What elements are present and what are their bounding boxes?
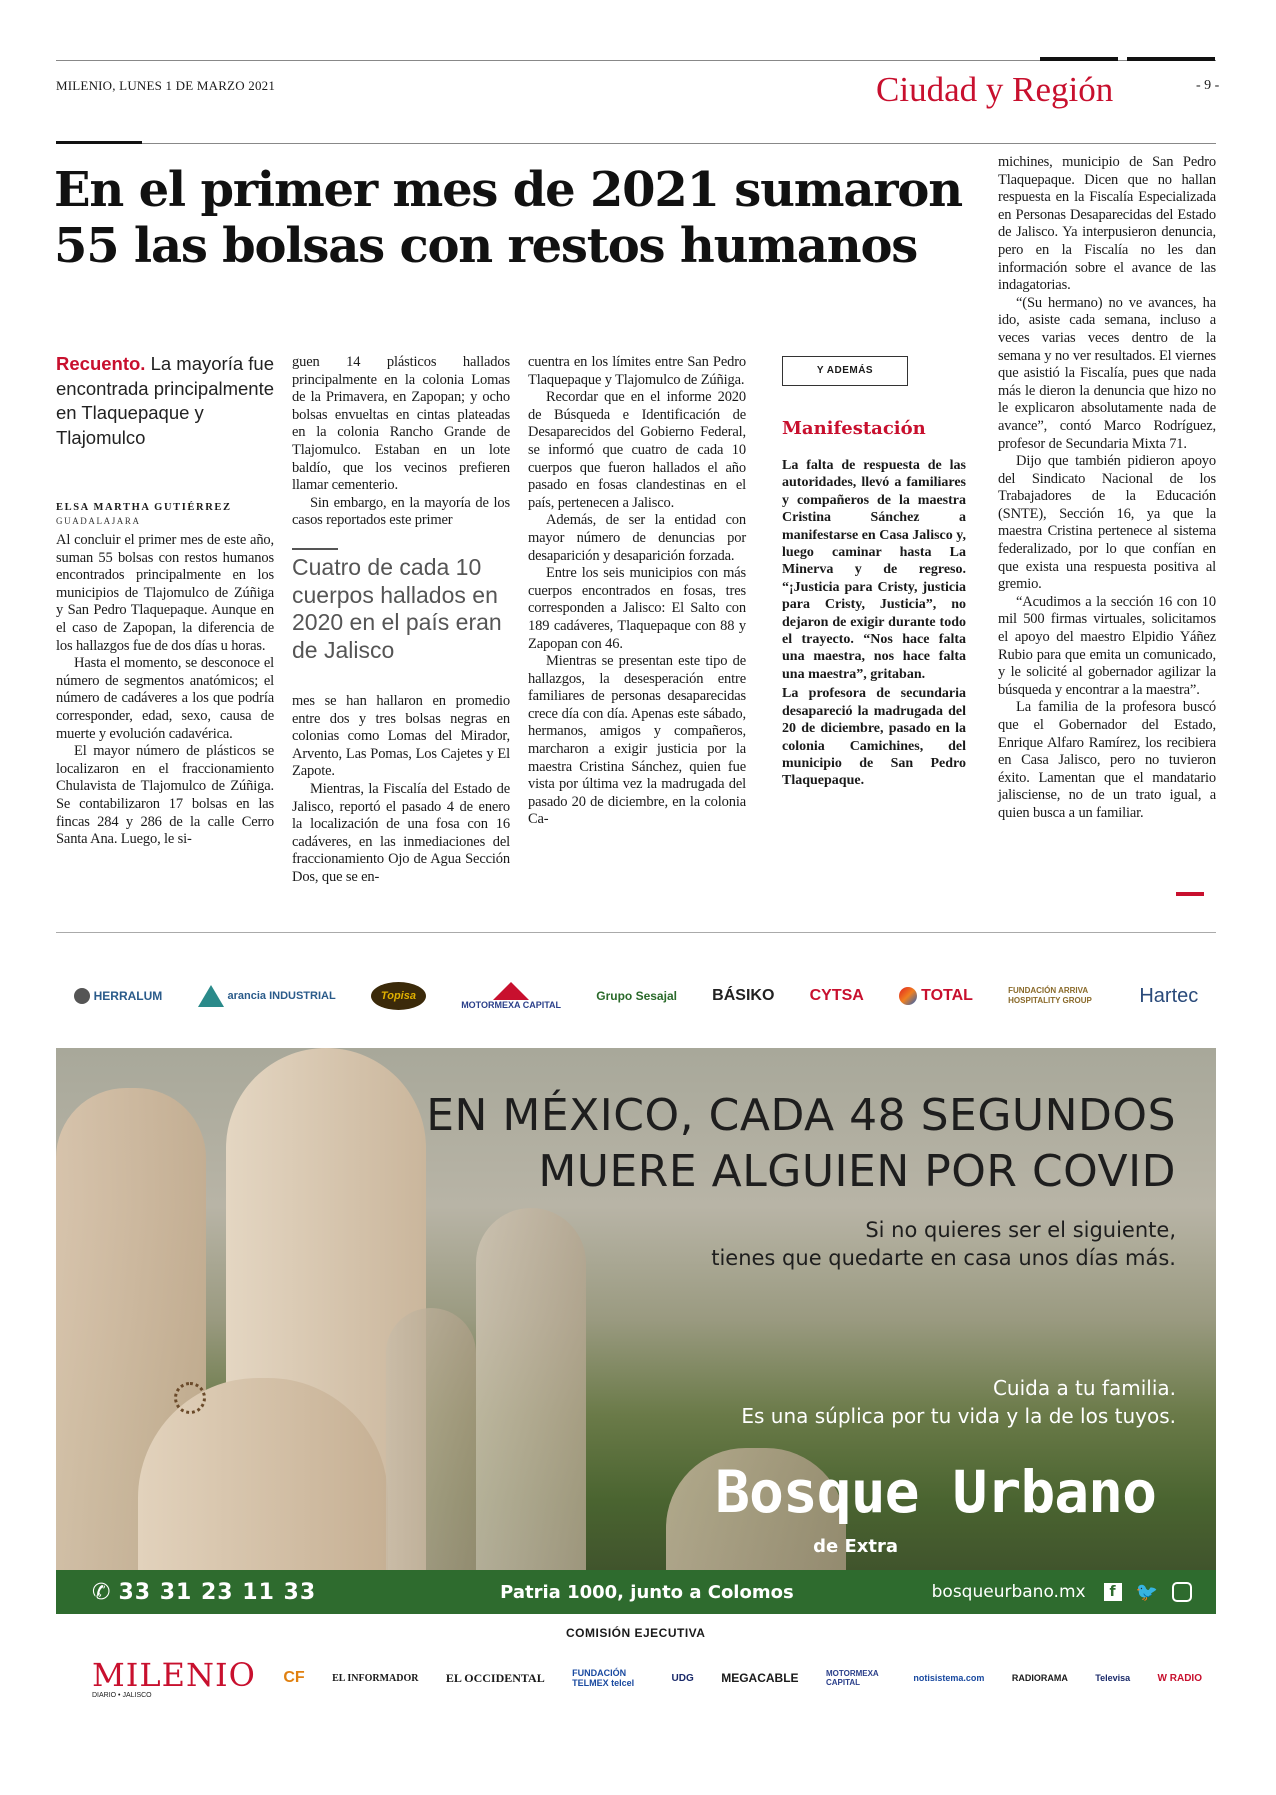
milenio-logo (92, 1655, 256, 1699)
ad-headline-line-1: EN MÉXICO, CADA 48 SEGUNDOS (426, 1090, 1176, 1141)
ad-care-line-2: Es una súplica por tu vida y la de los tuyos. (741, 1404, 1176, 1428)
flower-carving-icon (174, 1382, 206, 1414)
gravestone-image (386, 1308, 476, 1614)
ad-address: Patria 1000, junto a Colomos (500, 1581, 794, 1603)
pullquote: Cuatro de cada 10 cuerpos hallados en 2020 en el país eran de Jalisco (292, 554, 502, 663)
byline-location: GUADALAJARA (56, 516, 141, 526)
byline: ELSA MARTHA GUTIÉRREZ (56, 502, 232, 513)
sponsor-logo-herralum (74, 988, 163, 1004)
sponsor-logo-udg: UDG (671, 1672, 694, 1684)
article-col-2-bottom (292, 693, 510, 887)
headline-line-2: 55 las bolsas con restos humanos (54, 218, 918, 274)
paragraph: michines, municipio de San Pedro Tlaquepaque. Dicen que no hallan respuesta en la Fiscalía Especializada en Personas Desaparecidas del Estado de Jalisco. Ya interpusieron denuncia, pero en la Fiscalía no les dan información sobre el avance de las indagatorias. (998, 154, 1216, 294)
ad-care-line-1: Cuida a tu familia. (992, 1376, 1176, 1400)
sponsor-logo-text: MOTORMEXA CAPITAL (461, 1000, 562, 1010)
paragraph: Hasta el momento, se desconoce el número de segmentos anatómicos; el número de cadáveres a los que podría corresponder, edad, sexo, causa de muerte y evolución cadavérica. (56, 655, 274, 742)
phone-icon: ✆ (92, 1579, 111, 1605)
paragraph: Entre los seis municipios con más cuerpos encontrados en fosas, tres corresponden a Jalisco: El Salto con 189 cadáveres, Tlaquepaque con 88 y Zapopan con 46. (528, 565, 746, 652)
ad-headline-line-2: MUERE ALGUIEN POR COVID (538, 1146, 1176, 1197)
sponsor-logo-text: FUNDACIÓN ARRIVA HOSPITALITY GROUP (1008, 986, 1092, 1005)
sponsor-logo-sesajal (596, 989, 677, 1003)
ad-website: bosqueurbano.mx (931, 1582, 1086, 1602)
milenio-logo-sub: DIARIO • JALISCO (92, 1691, 152, 1699)
ad-banner (56, 1048, 1216, 1614)
top-rule-accent-1 (1040, 57, 1118, 61)
section-title: Ciudad y Región (876, 70, 1114, 109)
milenio-logo-text: MILENIO (92, 1655, 256, 1694)
ad-brand-sub: de Extra (813, 1536, 898, 1557)
gravestone-image (476, 1208, 586, 1614)
paragraph: mes se han hallaron en promedio entre dos y tres bolsas negras en colonias como Lomas del Mirador, Arvento, Las Pomas, Los Cajetes y El Zapote. (292, 693, 510, 780)
ad-divider (56, 932, 1216, 933)
sponsor-logo-text: Hartec (1139, 984, 1199, 1007)
dateline: MILENIO, LUNES 1 DE MARZO 2021 (56, 78, 276, 93)
headline-line-1: En el primer mes de 2021 sumaron (54, 162, 962, 218)
end-mark (1176, 892, 1204, 896)
paragraph: Mientras se presentan este tipo de hallazgos, la desesperación entre familiares de personas desaparecidas crece día con día. Apenas este sábado, hermanos, amigos y compañeros, marcharon a exigir justicia por la maestra Cristina Sánchez, quien fue vista por última vez la madrugada del pasado 20 de diciembre, en la colonia Ca- (528, 653, 746, 828)
sponsor-logo-basiko (712, 987, 774, 1005)
sponsor-logo-occidental: EL OCCIDENTAL (445, 1670, 545, 1685)
headline (54, 162, 984, 274)
header-rule (56, 143, 1216, 144)
ad-sub-line-1: Si no quieres ser el siguiente, (865, 1218, 1176, 1242)
globe-icon (74, 988, 90, 1004)
paragraph: cuentra en los límites entre San Pedro Tlaquepaque y Tlajomulco de Zúñiga. (528, 354, 746, 388)
article-deck (56, 352, 276, 450)
paragraph: Sin embargo, en la mayoría de los casos reportados este primer (292, 494, 510, 529)
pullquote-rule (292, 548, 338, 550)
top-rule-accent-2 (1127, 57, 1215, 61)
ad-brand: Bosque Urbano (715, 1458, 1156, 1526)
kicker: Recuento. (56, 353, 146, 374)
sidebar-tag: Y ADEMÁS (782, 356, 908, 386)
sidebar-paragraph: La falta de respuesta de las autoridades, llevó a familiares y compañeros de la maestra Cristina Sánchez a manifestarse en Casa Jalisco y, luego caminar hasta La Minerva y de regreso. “¡Justicia para Cristy, justicia para Cristy, Justicia”, no dejaron de exigir durante todo el trayecto. “Nos hace falta una maestra, nos hace falta una maestra”, gritaban. (782, 458, 966, 682)
paragraph: Al concluir el primer mes de este año, suman 55 bolsas con restos humanos encontrados principalmente en los municipios de Tlajomulco de Zúñiga y San Pedro Tlaquepaque. Aunque en el caso de Zapopan, la diferencia de los hallazgos fue de dos días u horas. (56, 532, 274, 654)
commission-label: COMISIÓN EJECUTIVA (566, 1626, 706, 1640)
sponsor-logo-radiorama: RADIORAMA (1011, 1673, 1068, 1683)
sponsor-logo-motormexa (461, 982, 561, 1010)
sponsor-logo-text: TOTAL (921, 987, 973, 1004)
ad-subheadline (711, 1216, 1176, 1272)
paragraph: “(Su hermano) no ve avances, ha ido, asiste cada semana, incluso a veces varias veces dentro de la semana y no ver resultados. El viernes que asistió la Fiscalía, pues que nada más le dieron la denuncia que hizo no le explicaron absolutamente nada de avance”, contó Marco Rodríguez, profesor de Secundaria Mixta 71. (998, 294, 1216, 452)
paragraph: Dijo que también pidieron apoyo del Sindicato Nacional de los Trabajadores de la Educación (SNTE), Sección 16, ya que la maestra Cristina pertenece al sistema federalizado, por lo que confían en que exista una respuesta positiva al gremio. (998, 453, 1216, 593)
sponsor-logo-text: Topisa (371, 982, 426, 1010)
sponsor-logo-text: CYTSA (809, 987, 864, 1004)
paragraph: La familia de la profesora buscó que el Gobernador del Estado, Enrique Alfaro Ramírez, los recibiera en Casa Jalisco, pero no tuvieron éxito. Lamentan que el mandatario jalisciense, no de un trato igual, a quien busca a un familiar. (998, 699, 1216, 821)
article-col-3 (528, 354, 746, 829)
sponsor-logo-arriva (1008, 986, 1104, 1006)
deck-text: La mayoría fue encontrada principalmente en Tlaquepaque y Tlajomulco (56, 353, 275, 448)
sidebar-paragraph: La profesora de secundaria desapareció la madrugada del 20 de diciembre, pasado en la colonia Camichines, del municipio de San Pedro Tlaquepaque. (782, 686, 966, 789)
ad-headline (426, 1088, 1176, 1200)
instagram-icon (1172, 1582, 1192, 1602)
sponsor-logo-telmex: FUNDACIÓN TELMEX telcel (572, 1668, 635, 1688)
paragraph: guen 14 plásticos hallados principalmente en la colonia Lomas de la Primavera, en Zapopan; y ocho bolsas envueltas en cintas plateadas en la colonia Rancho Grande de Tlajomulco. Estaban en un lote baldío, que los vecinos prefieren llamar cementerio. (292, 354, 510, 494)
sponsor-logo-arancia (198, 985, 336, 1007)
paragraph: Además, de ser la entidad con mayor número de denuncias por desaparición y desaparición forzada. (528, 512, 746, 564)
twitter-icon: 🐦 (1135, 1581, 1158, 1603)
sponsor-logo-megacable: MEGACABLE (721, 1671, 799, 1685)
mountain-icon (493, 982, 529, 1000)
sponsor-logo-text: HERRALUM (93, 989, 163, 1003)
facebook-icon: f (1104, 1583, 1122, 1601)
paragraph: Recordar que en el informe 2020 de Búsqueda e Identificación de Desaparecidos del Gobierno Federal, se informó que cuatro de cada 10 cuerpos que fueron hallados el año pasado en fosas clandestinas en el país, pertenecen a Jalisco. (528, 389, 746, 511)
page-number: - 9 - (1196, 78, 1220, 93)
total-icon (899, 987, 917, 1005)
sponsor-logo-cytsa (810, 987, 864, 1005)
sponsor-logo-notisistema: notisistema.com (913, 1673, 985, 1683)
ad-sponsors-bottom (56, 1644, 1216, 1712)
ad-sub-line-2: tienes que quedarte en casa unos días más. (711, 1246, 1176, 1270)
ad-care-text (741, 1374, 1176, 1430)
ad-sponsors-top (56, 960, 1216, 1032)
sponsor-logo-televisa: Televisa (1095, 1673, 1131, 1683)
header-rule-accent (56, 141, 142, 144)
sponsor-logo-hartec (1139, 985, 1198, 1008)
sidebar-body (782, 457, 966, 792)
sponsor-logo-w-radio: W RADIO (1157, 1672, 1202, 1684)
sponsor-logo-cf: CF (283, 1669, 305, 1686)
paragraph: Mientras, la Fiscalía del Estado de Jalisco, reportó el pasado 4 de enero la localización de una fosa con 16 cadáveres, en las inmediaciones del fraccionamiento Ojo de Agua Sección Dos, que se en- (292, 780, 510, 885)
paragraph: “Acudimos a la sección 16 con 10 mil 500 firmas virtuales, solicitamos el apoyo del maestro Elpidio Yáñez Rubio para que emita un comunicado, y le solicité al gobernador agilizar la búsqueda y encontrar a la maestra”. (998, 593, 1216, 698)
sponsor-logo-text: arancia INDUSTRIAL (227, 990, 336, 1002)
paragraph: El mayor número de plásticos se localizaron en el fraccionamiento Chulavista de Tlajomulco de Zúñiga. Se contabilizaron 17 bolsas en las fincas 284 y 286 de la calle Cerro Santa Ana. Luego, le si- (56, 743, 274, 848)
sponsor-logo-topisa (371, 982, 426, 1010)
article-col-1 (56, 532, 274, 849)
sponsor-logo-informador: EL INFORMADOR (332, 1672, 419, 1684)
article-col-2-top (292, 354, 510, 530)
sponsor-logo-total (899, 987, 973, 1005)
triangle-icon (198, 985, 224, 1007)
sponsor-logo-text: BÁSIKO (712, 987, 775, 1004)
sidebar-title: Manifestación (782, 418, 926, 439)
article-col-5 (998, 154, 1216, 823)
ad-phone: 33 31 23 11 33 (118, 1579, 317, 1605)
ad-contact-bar (56, 1570, 1216, 1614)
sponsor-logo-motormexa: MOTORMEXA CAPITAL (825, 1669, 879, 1687)
sponsor-logo-text: Grupo Sesajal (596, 989, 677, 1003)
